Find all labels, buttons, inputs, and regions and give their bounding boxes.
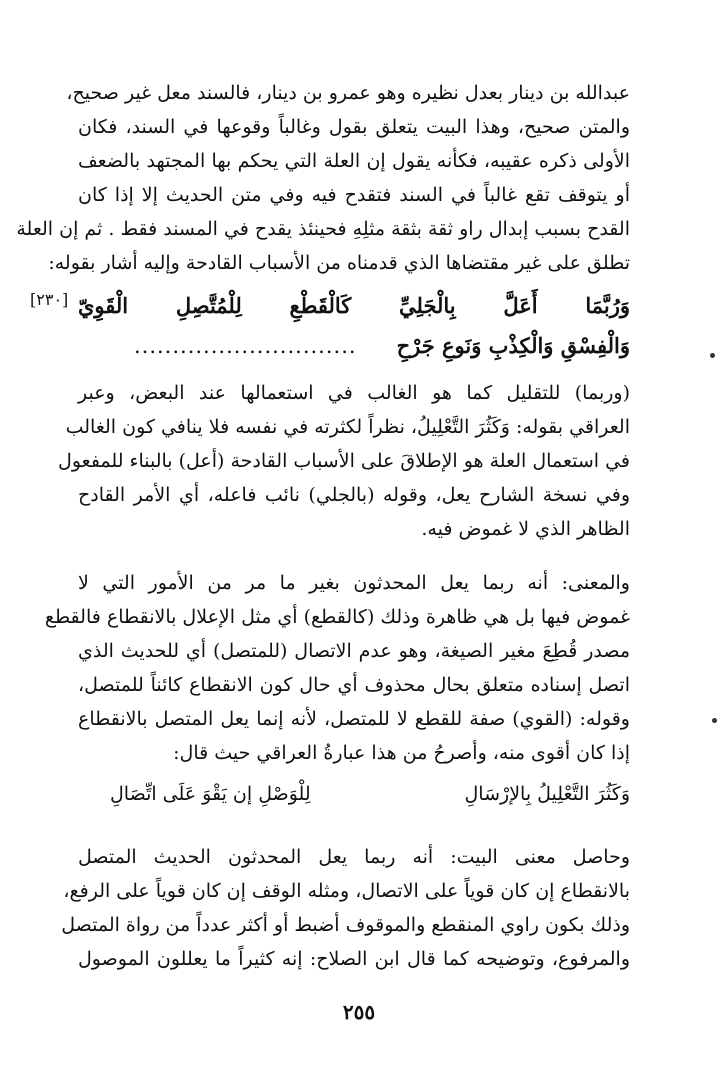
paragraph-line: مصدر قُطِعَ مغير الصيغة، وهو عدم الاتصال (للمتصل) أي للحديث الذي <box>78 640 630 662</box>
paragraph-line: (وربما) للتقليل كما هو الغالب في استعمالها عند البعض، وعبر <box>78 382 630 404</box>
paragraph-1 <box>16 76 630 280</box>
poem-hemistich-1: وَكَثُرَ التَّعْلِيلُ بِالإرْسَالِ <box>464 783 630 805</box>
poem-verse <box>110 783 630 805</box>
paragraph-line: الظاهر الذي لا غموض فيه. <box>421 518 630 540</box>
verse-line-2-text: وَالْفِسْقِ وَالْكِذْبِ وَنَوعِ جَرْحِ <box>396 333 630 358</box>
paragraph-3 <box>44 566 630 770</box>
paragraph-line: وفي نسخة الشارح يعل، وقوله (بالجلي) نائب فاعله، أي الأمر القادح <box>78 484 630 506</box>
verse <box>78 286 630 366</box>
paragraph-line: إذا كان أقوى منه، وأصرحُ من هذا عبارةُ العراقي حيث قال: <box>173 742 630 764</box>
paragraph-line: القدح بسبب إبدال راو ثقة بثقة مثلِهِ فحينئذ يقدح في المسند فقط . ثم إن العلة <box>16 218 630 240</box>
verse-dots: ............................. <box>133 334 357 358</box>
paragraph-line: وحاصل معنى البيت: أنه ربما يعل المحدثون الحديث المتصل <box>78 846 630 868</box>
verse-line-1: وَرُبَّمَا أَعَلَّ بِالْجَلِيِّ كَالْقَطْعِ لِلْمُتَّصِلِ الْقَوِيّ <box>78 293 630 318</box>
paragraph-line: تطلق على غير مقتضاها الذي قدمناه من الأسباب القادحة وإليه أشار بقوله: <box>48 252 630 274</box>
paragraph-line: بالانقطاع إن كان قوياً على الاتصال، ومثله الوقف إن كان قوياً على الرفع، <box>63 880 630 902</box>
margin-dot <box>710 353 715 358</box>
page-number: ٢٥٥ <box>342 1000 376 1024</box>
paragraph-line: عبدالله بن دينار بعدل نظيره وهو عمرو بن دينار، فالسند معل غير صحيح، <box>66 82 630 104</box>
verse-number: [٢٣٠] <box>30 290 69 309</box>
paragraph-line: والمعنى: أنه ربما يعل المحدثون بغير ما مر من الأمور التي لا <box>78 572 630 594</box>
paragraph-line: أو يتوقف تقع غالباً في السند فتقدح فيه وفي متن الحديث إلا إذا كان <box>78 184 630 206</box>
paragraph-line: والمتن صحيح، وهذا البيت يتعلق بقول وغالباً وقوعها في السند، فكان <box>78 116 630 138</box>
margin-dot <box>712 718 717 723</box>
paragraph-line: العراقي بقوله: وَكَثُرَ التَّعْلِيلُ، نظراً لكثرته في نفسه فلا ينافي كون الغالب <box>65 416 630 438</box>
paragraph-4 <box>61 840 630 976</box>
paragraph-line: والمرفوع، وتوضيحه كما قال ابن الصلاح: إنه كثيراً ما يعللون الموصول <box>78 948 630 970</box>
paragraph-line: غموض فيها بل هي ظاهرة وذلك (كالقطع) أي مثل الإعلال بالانقطاع فالقطع <box>44 606 630 628</box>
poem-hemistich-2: لِلْوَصْلِ إن يَقْوَ عَلَى اتِّصَالِ <box>110 783 311 805</box>
paragraph-line: في استعمال العلة هو الإطلاقَ على الأسباب القادحة (أعل) بالبناء للمفعول <box>58 450 630 472</box>
paragraph-2 <box>58 376 630 546</box>
paragraph-line: الأولى ذكره عقيبه، فكأنه يقول إن العلة التي يحكم بها المجتهد بالضعف <box>78 150 630 172</box>
paragraph-line: وقوله: (القوي) صفة للقطع لا للمتصل، لأنه إنما يعل المتصل بالانقطاع <box>78 708 630 730</box>
paragraph-line: وذلك بكون راوي المنقطع والموقوف أضبط أو أكثر عدداً من رواة المتصل <box>61 914 630 936</box>
verse-line-2 <box>78 326 630 366</box>
paragraph-line: اتصل إسناده متعلق بحال محذوف أي حال كون الانقطاع كائناً للمتصل، <box>78 674 630 696</box>
